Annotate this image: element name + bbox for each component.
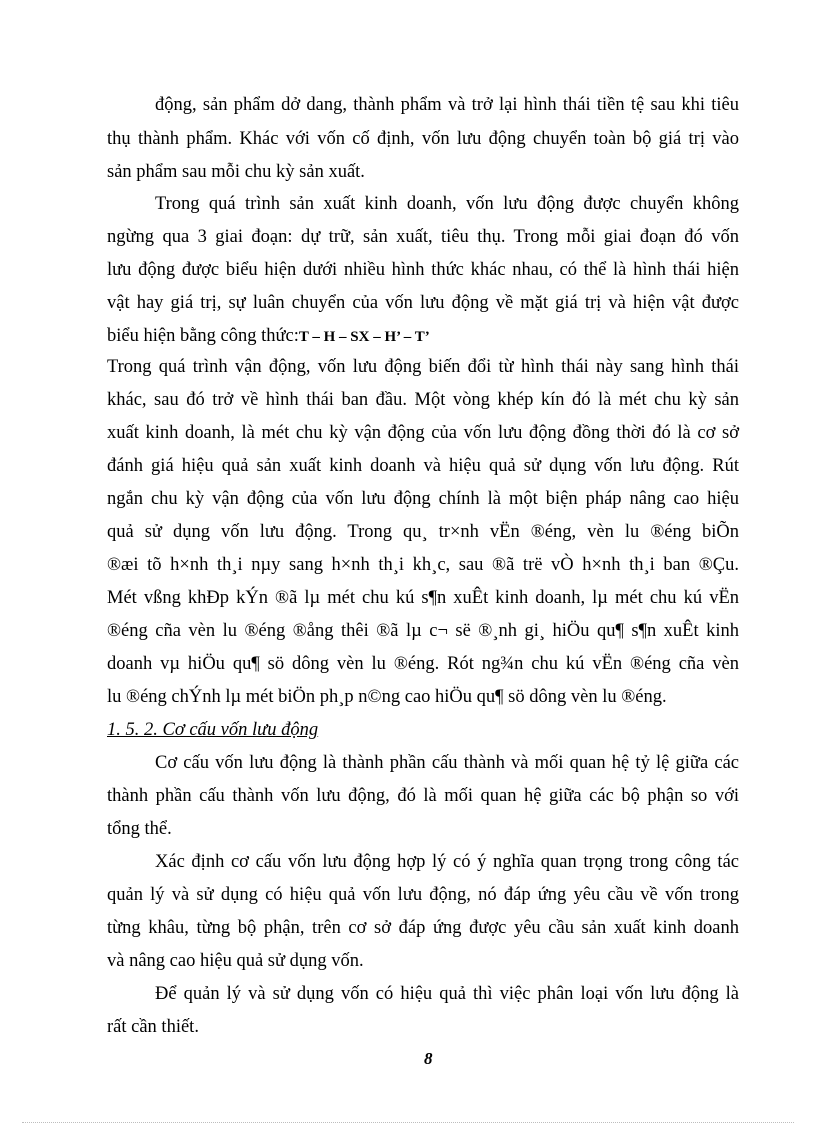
formula-line [107, 325, 430, 348]
body-text-line: quản lý và sử dụng có hiệu quả vốn lưu động, nó đáp ứng yêu cầu về vốn trong [107, 885, 739, 905]
body-text-line: doanh vµ hiÖu qu¶ sö dông vèn lu ®éng. Rót ng¾n chu kú vËn ®éng cña vèn [107, 654, 739, 674]
body-text-line: Trong quá trình vận động, vốn lưu động biến đổi từ hình thái này sang hình thái [107, 357, 739, 377]
body-text-line: Cơ cấu vốn lưu động là thành phần cấu thành và mối quan hệ tỷ lệ giữa các [155, 753, 739, 773]
body-text-line: khác, sau đó trở về hình thái ban đầu. Một vòng khép kín đó là mét chu kỳ sản [107, 390, 739, 410]
body-text-line: ngắn chu kỳ vận động của vốn lưu động chính là một biện pháp nâng cao hiệu [107, 489, 739, 509]
body-text-line: đánh giá hiệu quả sản xuất kinh doanh và hiệu quả sử dụng vốn lưu động. Rút [107, 456, 739, 476]
body-text-line: ngừng qua 3 giai đoạn: dự trữ, sản xuất, tiêu thụ. Trong mỗi giai đoạn đó vốn [107, 227, 739, 247]
body-text-line: xuất kinh doanh, là mét chu kỳ vận động của vốn lưu động đồng thời đó là cơ sở [107, 423, 739, 443]
body-text-line: từng khâu, từng bộ phận, trên cơ sở đáp ứng được yêu cầu sản xuất kinh doanh [107, 918, 739, 938]
page-number: 8 [424, 1049, 433, 1068]
body-text-line: thụ thành phẩm. Khác với vốn cố định, vốn lưu động chuyển toàn bộ giá trị vào [107, 129, 739, 149]
body-text-line: rất cần thiết. [107, 1017, 199, 1037]
body-text-line: Để quản lý và sử dụng vốn có hiệu quả thì việc phân loại vốn lưu động là [155, 984, 739, 1004]
body-text-line: thành phần cấu thành vốn lưu động, đó là mối quan hệ giữa các bộ phận so với [107, 786, 739, 806]
formula-lead: biểu hiện bằng công thức: [107, 326, 299, 346]
body-text-line: sản phẩm sau mỗi chu kỳ sản xuất. [107, 162, 365, 182]
body-text-line: tổng thể. [107, 819, 172, 839]
body-text-line: Xác định cơ cấu vốn lưu động hợp lý có ý nghĩa quan trọng trong công tác [155, 852, 739, 872]
body-text-line: và nâng cao hiệu quả sử dụng vốn. [107, 951, 364, 971]
body-text-line: lu ®éng chÝnh lµ mét biÖn ph¸p n©ng cao hiÖu qu¶ sö dông vèn lu ®éng. [107, 687, 667, 707]
body-text-line: lưu động được biểu hiện dưới nhiều hình thức khác nhau, có thể là hình thái hiện [107, 260, 739, 280]
formula: T – H – SX – H’ – T’ [298, 329, 430, 345]
body-text-line: quả sử dụng vốn lưu động. Trong qu¸ tr×nh vËn ®éng, vèn lu ®éng biÕn [107, 522, 739, 542]
body-text-line: Trong quá trình sản xuất kinh doanh, vốn lưu động được chuyển không [155, 194, 739, 214]
body-text-line: vật hay giá trị, sự luân chuyển của vốn lưu động về mặt giá trị và hiện vật được [107, 293, 739, 313]
section-heading: 1. 5. 2. Cơ cấu vốn lưu động [107, 720, 319, 740]
body-text-line: ®éng cña vèn lu ®éng ®ång thêi ®ã lµ c¬ së ®¸nh gi¸ hiÖu qu¶ s¶n xuÊt kinh [107, 621, 739, 641]
body-text-line: ®æi tõ h×nh th¸i nµy sang h×nh th¸i kh¸c, sau ®ã trë vÒ h×nh th¸i ban ®Çu. [107, 555, 739, 575]
body-text-line: Mét vßng khÐp kÝn ®ã lµ mét chu kú s¶n xuÊt kinh doanh, lµ mét chu kú vËn [107, 588, 739, 608]
body-text-line: động, sản phẩm dở dang, thành phẩm và trở lại hình thái tiền tệ sau khi tiêu [155, 95, 739, 115]
